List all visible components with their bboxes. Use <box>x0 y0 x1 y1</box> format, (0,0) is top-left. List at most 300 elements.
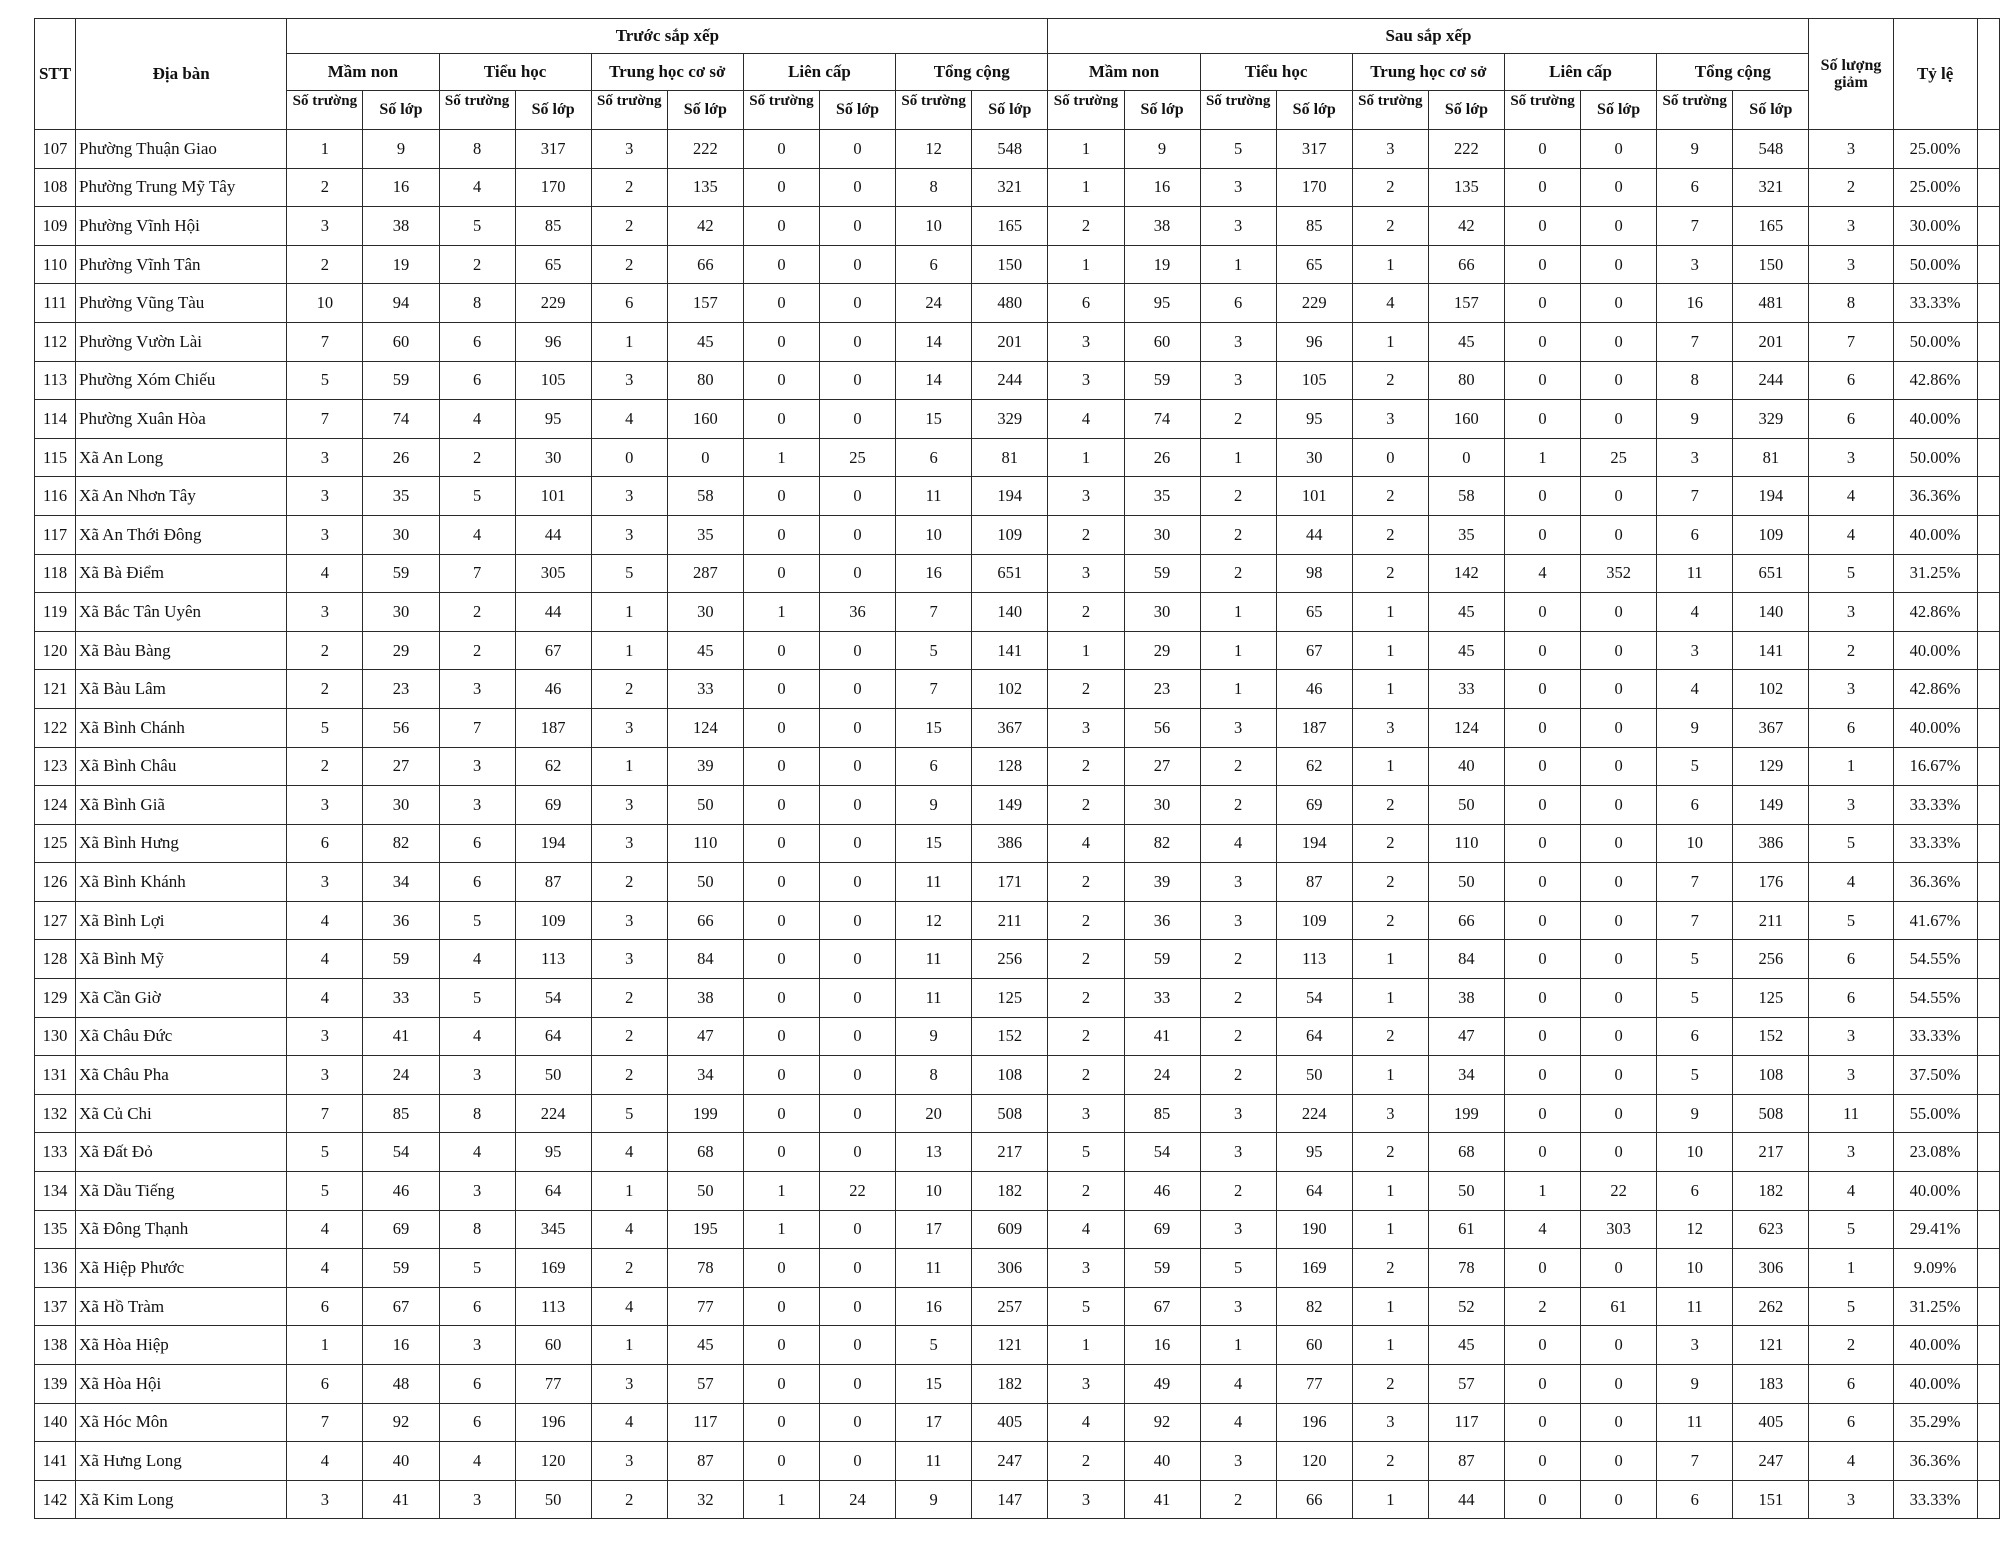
cell-so-truong: 7 <box>439 554 515 593</box>
cell-so-truong: 2 <box>1048 863 1124 902</box>
cell-so-truong: 15 <box>896 400 972 439</box>
cell-so-lop: 151 <box>1733 1480 1809 1519</box>
cell-so-truong: 7 <box>1657 322 1733 361</box>
cell-so-truong: 2 <box>1200 1056 1276 1095</box>
cell-so-lop: 84 <box>667 940 743 979</box>
cell-so-truong: 3 <box>1657 631 1733 670</box>
cell-so-truong: 2 <box>591 979 667 1018</box>
cell-so-truong: 1 <box>1200 593 1276 632</box>
cell-so-lop: 66 <box>1428 245 1504 284</box>
cell-so-luong-giam: 3 <box>1809 438 1893 477</box>
cell-so-truong: 16 <box>896 1287 972 1326</box>
subheader-so-truong: Số trường <box>1352 91 1428 130</box>
cell-extra <box>1977 631 1999 670</box>
cell-so-truong: 6 <box>1048 284 1124 323</box>
cell-so-truong: 2 <box>591 245 667 284</box>
subheader-so-truong: Số trường <box>287 91 363 130</box>
cell-so-lop: 0 <box>819 168 895 207</box>
cell-so-lop: 480 <box>972 284 1048 323</box>
table-row <box>35 1287 2000 1326</box>
cell-so-lop: 66 <box>1428 901 1504 940</box>
cell-so-truong: 6 <box>287 1365 363 1404</box>
cell-stt: 122 <box>35 708 76 747</box>
header-so-luong-giam: Số lượng giảm <box>1809 19 1893 130</box>
cell-so-lop: 62 <box>515 747 591 786</box>
cell-so-truong: 16 <box>1657 284 1733 323</box>
cell-so-truong: 2 <box>1352 477 1428 516</box>
cell-so-truong: 5 <box>1657 940 1733 979</box>
cell-so-truong: 3 <box>1200 207 1276 246</box>
cell-so-lop: 0 <box>1581 515 1657 554</box>
cell-ty-le: 23.08% <box>1893 1133 1977 1172</box>
cell-so-truong: 5 <box>439 477 515 516</box>
cell-dia-ban: Phường Vũng Tàu <box>76 284 287 323</box>
cell-dia-ban: Phường Xuân Hòa <box>76 400 287 439</box>
cell-so-truong: 3 <box>287 1480 363 1519</box>
cell-so-truong: 4 <box>287 940 363 979</box>
cell-so-truong: 1 <box>1352 979 1428 1018</box>
cell-so-truong: 3 <box>1200 1442 1276 1481</box>
cell-so-lop: 182 <box>972 1365 1048 1404</box>
cell-so-lop: 247 <box>1733 1442 1809 1481</box>
cell-so-truong: 3 <box>1048 1480 1124 1519</box>
cell-so-truong: 6 <box>1657 1480 1733 1519</box>
cell-so-luong-giam: 6 <box>1809 979 1893 1018</box>
cell-so-truong: 6 <box>439 1403 515 1442</box>
cell-so-lop: 609 <box>972 1210 1048 1249</box>
cell-ty-le: 50.00% <box>1893 322 1977 361</box>
cell-so-lop: 481 <box>1733 284 1809 323</box>
cell-so-truong: 9 <box>896 786 972 825</box>
cell-so-luong-giam: 11 <box>1809 1094 1893 1133</box>
cell-so-truong: 2 <box>1352 1442 1428 1481</box>
cell-so-truong: 10 <box>287 284 363 323</box>
cell-so-lop: 29 <box>363 631 439 670</box>
cell-ty-le: 33.33% <box>1893 824 1977 863</box>
cell-stt: 113 <box>35 361 76 400</box>
cell-so-luong-giam: 5 <box>1809 901 1893 940</box>
cell-so-truong: 0 <box>1504 245 1580 284</box>
header-ty-le: Tỷ lệ <box>1893 19 1977 130</box>
cell-so-lop: 41 <box>363 1017 439 1056</box>
cell-extra <box>1977 1133 1999 1172</box>
cell-extra <box>1977 1326 1999 1365</box>
cell-so-truong: 0 <box>743 901 819 940</box>
cell-so-truong: 9 <box>1657 130 1733 169</box>
cell-ty-le: 55.00% <box>1893 1094 1977 1133</box>
table-header <box>35 19 2000 130</box>
cell-so-truong: 8 <box>1657 361 1733 400</box>
cell-so-truong: 8 <box>439 130 515 169</box>
cell-extra <box>1977 1287 1999 1326</box>
cell-so-lop: 68 <box>1428 1133 1504 1172</box>
cell-so-lop: 69 <box>363 1210 439 1249</box>
cell-so-lop: 287 <box>667 554 743 593</box>
cell-so-truong: 2 <box>1200 477 1276 516</box>
cell-so-truong: 2 <box>1200 400 1276 439</box>
cell-so-lop: 0 <box>819 1326 895 1365</box>
cell-so-truong: 6 <box>1657 515 1733 554</box>
cell-so-lop: 160 <box>667 400 743 439</box>
cell-so-truong: 3 <box>1352 1094 1428 1133</box>
cell-so-truong: 2 <box>1048 979 1124 1018</box>
cell-so-lop: 66 <box>667 245 743 284</box>
cell-dia-ban: Xã Bình Giã <box>76 786 287 825</box>
cell-so-lop: 69 <box>1276 786 1352 825</box>
cell-so-lop: 54 <box>515 979 591 1018</box>
cell-so-lop: 187 <box>1276 708 1352 747</box>
cell-extra <box>1977 361 1999 400</box>
cell-so-lop: 82 <box>363 824 439 863</box>
cell-so-lop: 33 <box>363 979 439 1018</box>
cell-so-lop: 77 <box>1276 1365 1352 1404</box>
cell-so-lop: 58 <box>1428 477 1504 516</box>
cell-stt: 128 <box>35 940 76 979</box>
cell-so-lop: 171 <box>972 863 1048 902</box>
cell-so-truong: 0 <box>743 1287 819 1326</box>
cell-so-truong: 2 <box>1048 1442 1124 1481</box>
cell-so-truong: 1 <box>743 593 819 632</box>
cell-so-lop: 0 <box>819 786 895 825</box>
cell-extra <box>1977 979 1999 1018</box>
cell-so-lop: 182 <box>972 1172 1048 1211</box>
table-body <box>35 130 2000 1519</box>
cell-so-lop: 95 <box>515 400 591 439</box>
cell-so-luong-giam: 6 <box>1809 1365 1893 1404</box>
cell-ty-le: 33.33% <box>1893 1480 1977 1519</box>
cell-so-truong: 3 <box>1048 1249 1124 1288</box>
cell-so-lop: 135 <box>1428 168 1504 207</box>
cell-so-truong: 1 <box>1048 130 1124 169</box>
cell-so-truong: 1 <box>591 322 667 361</box>
cell-so-lop: 0 <box>1581 979 1657 1018</box>
cell-so-lop: 34 <box>1428 1056 1504 1095</box>
cell-so-lop: 0 <box>819 824 895 863</box>
cell-so-truong: 0 <box>1504 1017 1580 1056</box>
cell-so-truong: 0 <box>743 322 819 361</box>
cell-so-truong: 11 <box>896 863 972 902</box>
cell-so-truong: 2 <box>439 438 515 477</box>
cell-so-lop: 170 <box>1276 168 1352 207</box>
cell-so-lop: 0 <box>819 284 895 323</box>
subheader-so-lop: Số lớp <box>667 91 743 130</box>
cell-extra <box>1977 593 1999 632</box>
cell-so-truong: 3 <box>287 207 363 246</box>
cell-so-lop: 135 <box>667 168 743 207</box>
cell-so-lop: 47 <box>667 1017 743 1056</box>
cell-so-lop: 59 <box>1124 361 1200 400</box>
cell-so-truong: 7 <box>1657 477 1733 516</box>
cell-so-truong: 1 <box>1352 1326 1428 1365</box>
cell-so-truong: 10 <box>1657 824 1733 863</box>
cell-extra <box>1977 1249 1999 1288</box>
subheader-so-lop: Số lớp <box>1124 91 1200 130</box>
cell-so-truong: 0 <box>1504 670 1580 709</box>
cell-so-truong: 4 <box>439 1133 515 1172</box>
cell-so-lop: 194 <box>972 477 1048 516</box>
cell-so-lop: 113 <box>515 940 591 979</box>
cell-so-lop: 224 <box>1276 1094 1352 1133</box>
cell-so-truong: 7 <box>287 1403 363 1442</box>
cell-so-truong: 13 <box>896 1133 972 1172</box>
cell-so-truong: 11 <box>896 477 972 516</box>
table-row <box>35 1210 2000 1249</box>
cell-so-truong: 4 <box>1657 593 1733 632</box>
cell-so-truong: 1 <box>1352 747 1428 786</box>
cell-so-lop: 0 <box>1581 747 1657 786</box>
cell-so-truong: 9 <box>896 1480 972 1519</box>
cell-so-lop: 61 <box>1581 1287 1657 1326</box>
cell-so-truong: 0 <box>591 438 667 477</box>
cell-so-truong: 15 <box>896 824 972 863</box>
header-truoc-tong-cong: Tổng cộng <box>896 54 1048 91</box>
cell-ty-le: 40.00% <box>1893 631 1977 670</box>
cell-so-lop: 39 <box>1124 863 1200 902</box>
subheader-so-lop: Số lớp <box>972 91 1048 130</box>
cell-ty-le: 42.86% <box>1893 670 1977 709</box>
cell-so-truong: 3 <box>1200 1133 1276 1172</box>
cell-so-truong: 2 <box>1048 1017 1124 1056</box>
cell-so-truong: 0 <box>743 631 819 670</box>
cell-so-luong-giam: 6 <box>1809 361 1893 400</box>
subheader-so-lop: Số lớp <box>819 91 895 130</box>
cell-ty-le: 40.00% <box>1893 1172 1977 1211</box>
cell-so-truong: 2 <box>1200 979 1276 1018</box>
cell-dia-ban: Xã Củ Chi <box>76 1094 287 1133</box>
cell-so-lop: 0 <box>819 940 895 979</box>
cell-so-truong: 2 <box>1352 1017 1428 1056</box>
header-dia-ban: Địa bàn <box>76 19 287 130</box>
cell-so-lop: 244 <box>972 361 1048 400</box>
cell-so-truong: 4 <box>287 901 363 940</box>
cell-so-truong: 2 <box>1352 361 1428 400</box>
cell-so-lop: 85 <box>1124 1094 1200 1133</box>
table-row <box>35 901 2000 940</box>
cell-so-truong: 5 <box>287 361 363 400</box>
cell-so-truong: 6 <box>439 824 515 863</box>
cell-so-truong: 3 <box>1657 245 1733 284</box>
cell-so-truong: 3 <box>439 786 515 825</box>
cell-so-lop: 45 <box>1428 593 1504 632</box>
cell-so-lop: 95 <box>1276 1133 1352 1172</box>
cell-so-truong: 3 <box>1200 168 1276 207</box>
cell-so-truong: 2 <box>1352 786 1428 825</box>
cell-dia-ban: Xã Hòa Hiệp <box>76 1326 287 1365</box>
cell-so-lop: 0 <box>819 130 895 169</box>
cell-so-lop: 36 <box>363 901 439 940</box>
cell-so-truong: 0 <box>1504 824 1580 863</box>
cell-stt: 131 <box>35 1056 76 1095</box>
cell-so-lop: 195 <box>667 1210 743 1249</box>
cell-so-lop: 16 <box>1124 1326 1200 1365</box>
cell-so-truong: 3 <box>1048 708 1124 747</box>
cell-so-truong: 5 <box>439 979 515 1018</box>
cell-so-truong: 2 <box>1352 168 1428 207</box>
cell-dia-ban: Phường Vĩnh Tân <box>76 245 287 284</box>
cell-so-lop: 0 <box>1581 1480 1657 1519</box>
cell-extra <box>1977 245 1999 284</box>
cell-so-truong: 2 <box>1504 1287 1580 1326</box>
cell-so-truong: 24 <box>896 284 972 323</box>
cell-so-lop: 222 <box>667 130 743 169</box>
cell-so-truong: 3 <box>1352 708 1428 747</box>
cell-so-truong: 5 <box>1657 979 1733 1018</box>
cell-so-lop: 141 <box>1733 631 1809 670</box>
cell-so-lop: 0 <box>1428 438 1504 477</box>
cell-so-lop: 30 <box>667 593 743 632</box>
cell-so-lop: 0 <box>1581 207 1657 246</box>
cell-so-lop: 59 <box>363 940 439 979</box>
cell-so-truong: 11 <box>896 1442 972 1481</box>
cell-so-lop: 0 <box>1581 1133 1657 1172</box>
cell-so-truong: 0 <box>743 1017 819 1056</box>
cell-dia-ban: Phường Vườn Lài <box>76 322 287 361</box>
cell-so-lop: 211 <box>972 901 1048 940</box>
cell-stt: 112 <box>35 322 76 361</box>
cell-so-truong: 3 <box>287 1017 363 1056</box>
cell-so-truong: 6 <box>1200 284 1276 323</box>
cell-so-truong: 1 <box>1352 1287 1428 1326</box>
header-truoc-sap-xep: Trước sắp xếp <box>287 19 1048 54</box>
cell-so-lop: 59 <box>363 361 439 400</box>
cell-so-truong: 3 <box>1048 554 1124 593</box>
cell-so-lop: 548 <box>1733 130 1809 169</box>
cell-so-lop: 0 <box>1581 1442 1657 1481</box>
cell-so-truong: 1 <box>743 1210 819 1249</box>
cell-so-truong: 0 <box>1504 1480 1580 1519</box>
cell-so-lop: 77 <box>515 1365 591 1404</box>
cell-so-lop: 48 <box>363 1365 439 1404</box>
cell-so-lop: 50 <box>1428 1172 1504 1211</box>
cell-so-lop: 35 <box>363 477 439 516</box>
cell-so-lop: 0 <box>1581 1365 1657 1404</box>
cell-ty-le: 25.00% <box>1893 168 1977 207</box>
cell-so-lop: 41 <box>363 1480 439 1519</box>
cell-so-truong: 8 <box>439 284 515 323</box>
cell-so-truong: 4 <box>1200 1403 1276 1442</box>
cell-so-truong: 0 <box>743 515 819 554</box>
cell-so-truong: 7 <box>1657 863 1733 902</box>
cell-so-lop: 113 <box>515 1287 591 1326</box>
cell-ty-le: 9.09% <box>1893 1249 1977 1288</box>
cell-so-lop: 27 <box>1124 747 1200 786</box>
cell-so-truong: 2 <box>1048 207 1124 246</box>
cell-so-lop: 24 <box>1124 1056 1200 1095</box>
subheader-so-truong: Số trường <box>743 91 819 130</box>
cell-so-lop: 69 <box>1124 1210 1200 1249</box>
cell-so-lop: 140 <box>972 593 1048 632</box>
cell-so-truong: 1 <box>1048 168 1124 207</box>
cell-dia-ban: Xã Bình Châu <box>76 747 287 786</box>
cell-so-lop: 23 <box>1124 670 1200 709</box>
cell-extra <box>1977 747 1999 786</box>
cell-extra <box>1977 1172 1999 1211</box>
cell-so-lop: 0 <box>1581 1403 1657 1442</box>
cell-so-lop: 196 <box>1276 1403 1352 1442</box>
cell-so-truong: 10 <box>896 515 972 554</box>
cell-so-truong: 2 <box>591 207 667 246</box>
cell-so-truong: 0 <box>743 1365 819 1404</box>
cell-so-truong: 0 <box>743 245 819 284</box>
cell-so-lop: 45 <box>667 1326 743 1365</box>
cell-so-lop: 50 <box>1428 863 1504 902</box>
cell-so-lop: 141 <box>972 631 1048 670</box>
cell-so-lop: 50 <box>667 1172 743 1211</box>
cell-stt: 114 <box>35 400 76 439</box>
cell-so-truong: 3 <box>591 130 667 169</box>
cell-dia-ban: Xã Bà Điểm <box>76 554 287 593</box>
cell-so-truong: 2 <box>591 1017 667 1056</box>
cell-so-truong: 3 <box>591 940 667 979</box>
table-row <box>35 1133 2000 1172</box>
cell-so-truong: 5 <box>1048 1287 1124 1326</box>
cell-extra <box>1977 708 1999 747</box>
cell-so-lop: 60 <box>1124 322 1200 361</box>
cell-so-lop: 0 <box>1581 322 1657 361</box>
cell-so-lop: 165 <box>972 207 1048 246</box>
cell-so-lop: 59 <box>1124 1249 1200 1288</box>
cell-so-truong: 4 <box>287 1249 363 1288</box>
cell-so-truong: 0 <box>743 670 819 709</box>
cell-so-lop: 25 <box>819 438 895 477</box>
cell-so-truong: 0 <box>1504 940 1580 979</box>
cell-so-truong: 2 <box>1200 786 1276 825</box>
table-row <box>35 786 2000 825</box>
cell-so-lop: 0 <box>1581 1056 1657 1095</box>
cell-so-lop: 42 <box>667 207 743 246</box>
cell-so-lop: 40 <box>1124 1442 1200 1481</box>
cell-so-lop: 0 <box>1581 593 1657 632</box>
cell-so-truong: 6 <box>591 284 667 323</box>
cell-so-truong: 3 <box>591 361 667 400</box>
cell-so-truong: 1 <box>287 1326 363 1365</box>
cell-so-lop: 262 <box>1733 1287 1809 1326</box>
cell-dia-ban: Xã An Long <box>76 438 287 477</box>
cell-so-lop: 35 <box>1428 515 1504 554</box>
cell-so-truong: 5 <box>439 1249 515 1288</box>
cell-so-lop: 0 <box>819 1210 895 1249</box>
cell-stt: 132 <box>35 1094 76 1133</box>
cell-so-lop: 45 <box>1428 631 1504 670</box>
cell-so-truong: 3 <box>1200 1210 1276 1249</box>
header-truoc-thcs: Trung học cơ sở <box>591 54 743 91</box>
cell-so-truong: 1 <box>1352 593 1428 632</box>
cell-so-lop: 56 <box>363 708 439 747</box>
cell-so-truong: 10 <box>896 1172 972 1211</box>
cell-so-lop: 40 <box>363 1442 439 1481</box>
cell-so-luong-giam: 2 <box>1809 631 1893 670</box>
cell-so-lop: 59 <box>1124 554 1200 593</box>
cell-so-luong-giam: 3 <box>1809 1480 1893 1519</box>
subheader-row <box>35 91 2000 130</box>
cell-so-truong: 12 <box>896 901 972 940</box>
cell-so-truong: 4 <box>287 1210 363 1249</box>
cell-so-lop: 38 <box>363 207 439 246</box>
cell-stt: 127 <box>35 901 76 940</box>
cell-so-truong: 6 <box>1657 1017 1733 1056</box>
cell-so-lop: 0 <box>1581 1249 1657 1288</box>
cell-so-lop: 85 <box>515 207 591 246</box>
cell-so-lop: 46 <box>515 670 591 709</box>
cell-so-lop: 329 <box>1733 400 1809 439</box>
cell-so-luong-giam: 5 <box>1809 824 1893 863</box>
cell-so-lop: 80 <box>667 361 743 400</box>
cell-so-lop: 74 <box>1124 400 1200 439</box>
cell-so-lop: 152 <box>972 1017 1048 1056</box>
cell-so-truong: 1 <box>1048 245 1124 284</box>
cell-so-lop: 60 <box>515 1326 591 1365</box>
cell-so-truong: 3 <box>1200 361 1276 400</box>
